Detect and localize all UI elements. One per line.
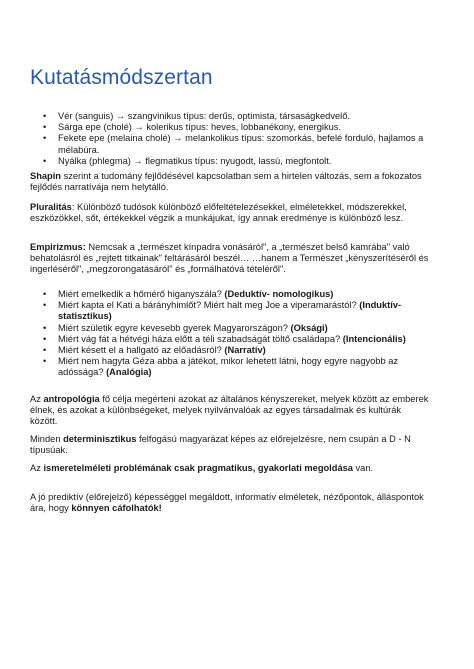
humors-list <box>30 111 430 167</box>
empirizmus-paragraph: Empirizmus: Nemcsak a „természet kínpadra vonásáról", a „természet belső kamrába" való behatolásról és „rejtett titkainak" feltárásáról beszél… …hanem a Természet „kényszerítéséről és ingerléséről", „megzorongatásáról" és „formálhatóvá tételéről". <box>30 242 429 275</box>
list-item: • Sárga epe (cholé) → kolerikus típus: heves, lobbanékony, energikus. <box>43 122 342 133</box>
bullet-icon: • <box>43 300 47 311</box>
bullet-icon: • <box>43 345 47 356</box>
list-item: • Vér (sanguis) → szangvinikus típus: derűs, optimista, társaságkedvelő. <box>43 111 350 121</box>
pluralitas-paragraph: Pluralitás: Különböző tudósok különböző előfeltételezésekkel, elméletekkel, módszerekkel, eszközökkel, sőt, értékekkel végzik a munkájukat, így annak eredménye is különböző lesz. <box>30 202 407 224</box>
bullet-icon: • <box>43 133 47 144</box>
bullet-icon: • <box>43 322 47 333</box>
list-item: • Miért születik egyre kevesebb gyerek Magyarországon? (Oksági) <box>43 322 328 333</box>
bullet-icon: • <box>43 122 47 133</box>
bullet-icon: • <box>43 356 47 367</box>
bullet-icon: • <box>43 333 47 344</box>
list-item: • Fekete epe (melaina cholé) → melankolikus típus: szomorkás, befelé forduló, hajlamos a mélabúra. <box>43 133 424 155</box>
list-item: • Nyálka (phlegma) → flegmatikus típus: nyugodt, lassú, megfontolt. <box>43 155 332 166</box>
shapin-paragraph: Shapin szerint a tudomány fejlődésével kapcsolatban sem a hirtelen változás, sem a fokozatos fejlődés narratívája nem helytálló. <box>30 171 422 193</box>
predikciv-paragraph: A jó prediktív (előrejelző) képességgel megáldott, informatív elméletek, nézőpontok, álláspontok ára, hogy könnyen cáfolhatók! <box>30 492 424 514</box>
ismeretelmeleti-paragraph: Az ismeretelméleti problémának csak pragmatikus, gyakorlati megoldása van. <box>30 463 374 473</box>
list-item: • Miért emelkedik a hőmérő higanyszála? (Deduktív- nomologikus) <box>43 289 334 299</box>
list-item: • Miért vág fát a hétvégi háza előtt a téli szabadságát töltő családapa? (Intencionális) <box>43 333 406 344</box>
page-title: Kutatásmódszertan <box>30 66 213 89</box>
determinisztikus-paragraph: Minden determinisztikus felfogású magyarázat képes az előrejelzésre, nem csupán a D - N típusúak. <box>30 434 411 456</box>
bullet-icon: • <box>43 111 47 121</box>
list-item: • Miért késett el a hallgató az előadásról? (Narratív) <box>43 345 266 356</box>
list-item: • Miért nem hagyta Géza abba a játékot, mikor lehetett látni, hogy egyre nagyobb az adóssága? (Analógia) <box>43 356 399 378</box>
antropologia-paragraph: Az antropológia fő célja megérteni azokat az általános kényszereket, melyek között az emberek élnek, és azokat a különbségeket, melyek nyilvánvalóak az egyes társadalmak és kultúrák között. <box>30 394 429 427</box>
bullet-icon: • <box>43 155 47 166</box>
questions-list <box>30 289 430 379</box>
list-item: • Miért kapta el Kati a bárányhimlőt? Miért halt meg Joe a viperamarástól? (Induktív-statisztikus) <box>43 300 402 322</box>
bullet-icon: • <box>43 289 47 299</box>
